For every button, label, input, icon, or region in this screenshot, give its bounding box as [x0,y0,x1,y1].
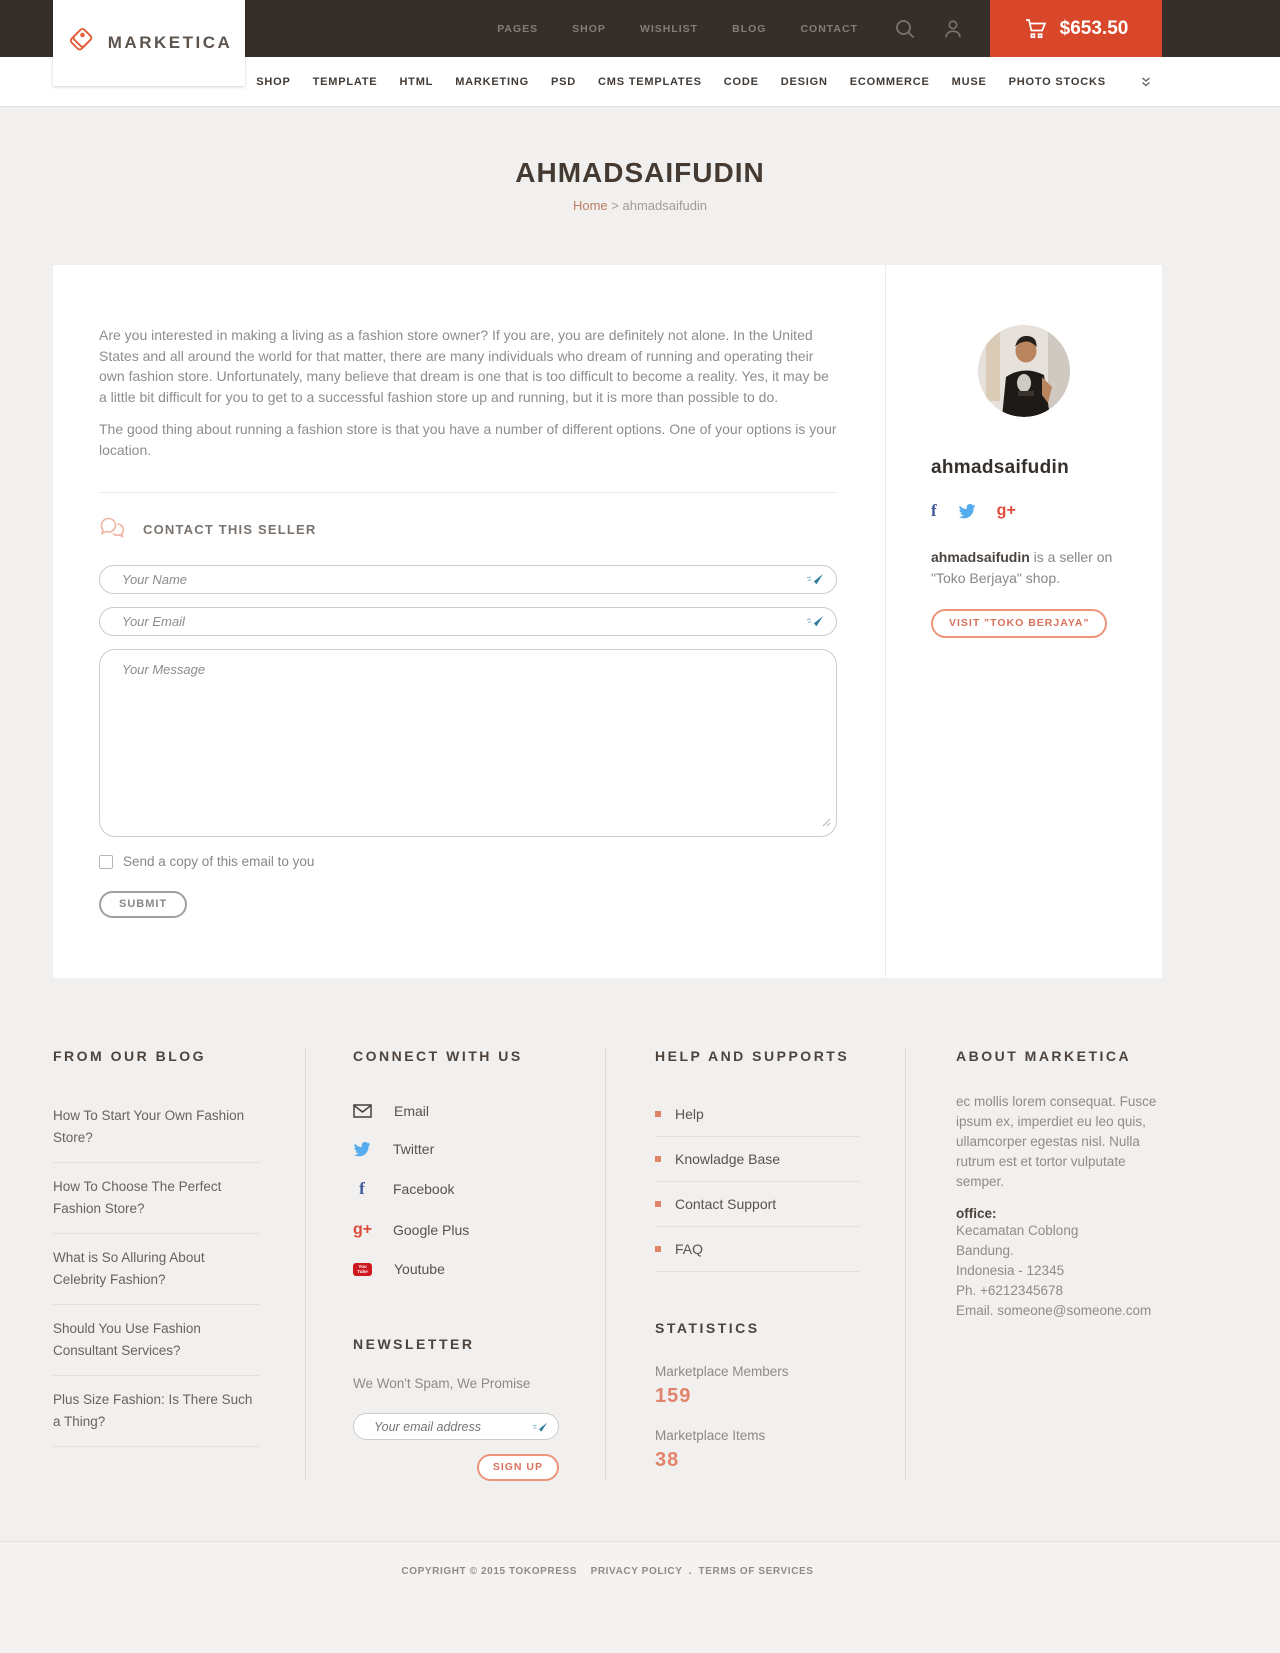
pen-plane-icon [806,614,824,633]
topbar-nav [497,23,858,35]
email-icon [353,1104,372,1118]
article-paragraph-1: Are you interested in making a living as a fashion store owner? If you are, you are definitely not alone. In the United States and all around the world for that matter, there are many individuals who dream of running and operating their own fashion store. Unfortunately, many believe that dream is one that is too difficult to become a reality. Yes, it may be a little bit difficult for you to get to a successful fashion store up and running, but it is more than possible to do. [99,327,829,405]
office-label: office: [956,1206,997,1221]
blog-link[interactable]: Plus Size Fashion: Is There Such a Thing? [53,1376,260,1447]
address-line: Bandung. [956,1243,1014,1258]
footer-blog-heading: FROM OUR BLOG [53,1048,207,1064]
nav-item-shop[interactable]: SHOP [256,76,291,88]
footer-connect-heading: CONNECT WITH US [353,1048,523,1064]
footer-about-column [905,1048,1162,1481]
section-divider [99,492,837,493]
breadcrumb [0,198,1280,213]
nav-item-marketing[interactable]: MARKETING [455,76,529,88]
footer [0,1003,1280,1541]
topbar-link-blog[interactable]: BLOG [732,22,767,35]
youtube-icon: You Tube [353,1263,372,1276]
connect-link-email[interactable]: Email [353,1092,560,1130]
message-textarea[interactable] [99,649,837,837]
address-line: Email. someone@someone.com [956,1303,1152,1318]
bottom-bar [0,1541,1280,1653]
account-icon[interactable] [942,18,964,40]
contact-seller-heading: CONTACT THIS SELLER [143,521,317,537]
connect-link-google-plus[interactable]: g+ Google Plus [353,1221,470,1238]
square-bullet-icon [655,1156,661,1162]
about-text: ec mollis lorem consequat. Fusce ipsum ex, imperdiet eu leo quis, ullamcorper egestas nisl. Nulla rutrum est et tortor vulputate semper. [956,1094,1157,1189]
cart-total: $653.50 [1059,17,1129,39]
newsletter-tagline: We Won't Spam, We Promise [353,1376,531,1391]
nav-item-cms-templates[interactable]: CMS TEMPLATES [598,76,702,88]
stat-label-members: Marketplace Members [655,1364,789,1379]
page-header [0,107,1280,265]
google-plus-icon: g+ [353,1221,373,1238]
twitter-icon [353,1142,371,1157]
statistics-section [655,1320,860,1472]
seller-description [931,547,1117,589]
logo-text: MARKETICA [107,33,233,52]
nav-item-code[interactable]: CODE [723,76,759,88]
seller-name: ahmadsaifudin [931,457,1069,478]
nav-item-psd[interactable]: PSD [551,76,577,88]
pen-plane-icon [532,1420,548,1438]
contact-form [99,565,837,918]
article-paragraph-2: The good thing about running a fashion store is that you have a number of different options. One of your options is your location. [99,421,837,458]
seller-description-rest: is a seller on "Toko Berjaya" shop. [931,549,1113,586]
content-card [53,265,1162,978]
pen-plane-icon [806,572,824,591]
twitter-icon[interactable] [958,504,976,519]
newsletter-email-input[interactable] [353,1413,559,1440]
topbar-link-wishlist[interactable]: WISHLIST [639,22,699,35]
newsletter-heading: NEWSLETTER [353,1336,475,1352]
seller-article [53,265,885,978]
address-line: Ph. +6212345678 [956,1283,1063,1298]
double-chevron-down-icon[interactable] [1140,76,1152,88]
square-bullet-icon [655,1201,661,1207]
email-input[interactable] [99,607,837,636]
chat-bubbles-icon [99,517,129,541]
cart-button[interactable] [990,0,1162,57]
blog-link[interactable]: How To Choose The Perfect Fashion Store? [53,1163,260,1234]
statistics-heading: STATISTICS [655,1320,760,1336]
help-link-knowledge-base[interactable]: Knowladge Base [655,1137,860,1182]
connect-link-youtube[interactable]: You Tube Youtube [353,1250,560,1288]
visit-shop-button[interactable]: VISIT "TOKO BERJAYA" [931,609,1107,638]
nav-item-muse[interactable]: MUSE [951,76,987,88]
bottom-separator: . [688,1566,693,1577]
breadcrumb-home-link[interactable]: Home [572,198,608,213]
breadcrumb-separator: > [611,198,619,213]
blog-link[interactable]: What is So Alluring About Celebrity Fashion? [53,1234,260,1305]
privacy-policy-link[interactable]: PRIVACY POLICY [590,1566,683,1577]
nav-item-template[interactable]: TEMPLATE [312,76,378,88]
page-title: AHMADSAIFUDIN [515,157,765,188]
help-link-faq[interactable]: FAQ [655,1227,860,1272]
logo[interactable] [53,0,245,86]
footer-help-heading: HELP AND SUPPORTS [655,1048,850,1064]
footer-blog-column [53,1048,305,1481]
footer-about-heading: ABOUT MARKETICA [956,1048,1132,1064]
copyright-text: COPYRIGHT © 2015 TOKOPRESS [401,1566,578,1577]
topbar-link-pages[interactable]: PAGES [497,22,539,35]
nav-item-ecommerce[interactable]: ECOMMERCE [849,76,930,88]
submit-button[interactable]: SUBMIT [99,891,187,918]
seller-sidebar [885,265,1162,978]
blog-link[interactable]: How To Start Your Own Fashion Store? [53,1092,260,1163]
send-copy-label[interactable]: Send a copy of this email to you [123,854,315,869]
resize-handle-icon[interactable] [821,814,831,832]
send-copy-checkbox[interactable] [99,855,113,869]
google-plus-icon[interactable]: g+ [996,502,1016,519]
stat-value-items: 38 [655,1449,680,1471]
tag-logo-icon [66,27,98,59]
topbar-link-contact[interactable]: CONTACT [800,22,858,35]
stat-label-items: Marketplace Items [655,1428,766,1443]
nav-item-photo-stocks[interactable]: PHOTO STOCKS [1008,76,1106,88]
facebook-icon: f [359,1179,365,1198]
help-link-contact-support[interactable]: Contact Support [655,1182,860,1227]
square-bullet-icon [655,1111,661,1117]
name-input[interactable] [99,565,837,594]
seller-social-row [931,501,1117,521]
address-line: Kecamatan Coblong [956,1223,1079,1238]
signup-button[interactable]: SIGN UP [477,1454,559,1481]
search-icon[interactable] [894,18,916,40]
seller-description-name: ahmadsaifudin [931,549,1030,565]
nav-item-html[interactable]: HTML [399,76,434,88]
newsletter-section [353,1336,560,1481]
terms-link[interactable]: TERMS OF SERVICES [698,1566,814,1577]
blog-link[interactable]: Should You Use Fashion Consultant Services? [53,1305,260,1376]
cart-icon [1024,18,1048,40]
seller-avatar [978,325,1070,417]
top-bar [0,0,1280,57]
facebook-icon[interactable]: f [931,501,937,520]
help-link-help[interactable]: Help [655,1092,860,1137]
footer-connect-column [305,1048,605,1481]
address-line: Indonesia - 12345 [956,1263,1065,1278]
topbar-link-shop[interactable]: SHOP [572,22,606,35]
nav-item-design[interactable]: DESIGN [780,76,828,88]
connect-link-twitter[interactable]: Twitter [353,1130,560,1168]
connect-link-facebook[interactable]: f Facebook [353,1168,560,1210]
square-bullet-icon [655,1246,661,1252]
footer-help-column [605,1048,905,1481]
stat-value-members: 159 [655,1385,692,1407]
breadcrumb-current: ahmadsaifudin [622,198,708,213]
